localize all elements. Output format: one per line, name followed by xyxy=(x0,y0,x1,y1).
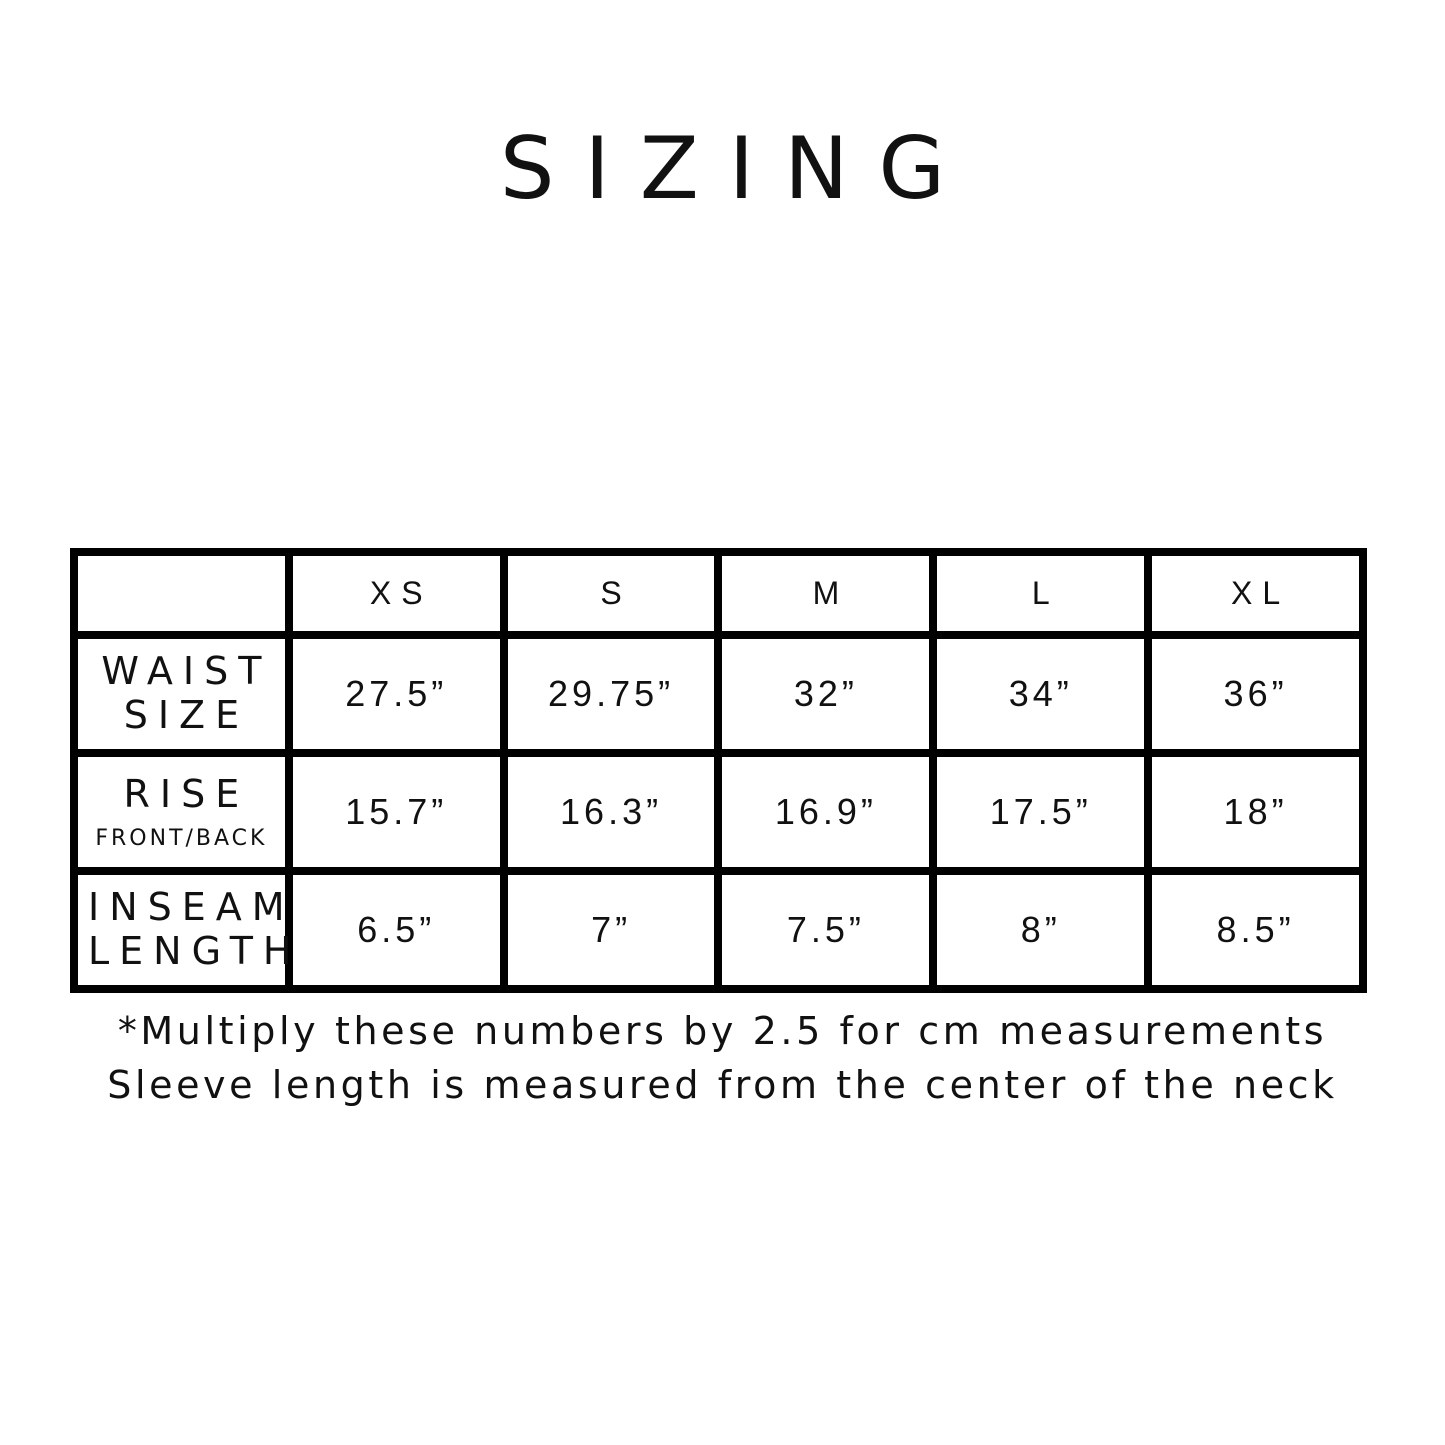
table-header-row xyxy=(74,552,1363,635)
table-cell: 18” xyxy=(1148,753,1363,871)
row-label-line: INSEAM xyxy=(88,885,295,930)
table-cell: 32” xyxy=(718,635,933,753)
column-header-l: L xyxy=(933,552,1148,635)
table-cell: 15.7” xyxy=(289,753,504,871)
table-row-rise xyxy=(74,753,1363,871)
table-cell: 7” xyxy=(504,871,719,989)
column-header-xl: XL xyxy=(1148,552,1363,635)
column-header-m: M xyxy=(718,552,933,635)
column-header-s: S xyxy=(504,552,719,635)
row-label-line: WAIST xyxy=(101,649,272,694)
table-cell: 29.75” xyxy=(504,635,719,753)
row-label-line: LENGTH xyxy=(88,929,302,973)
footnote-sleeve-length: Sleeve length is measured from the center of the neck xyxy=(107,1063,1338,1107)
table-cell: 36” xyxy=(1148,635,1363,753)
table-row-waist-size xyxy=(74,635,1363,753)
table-cell: 16.9” xyxy=(718,753,933,871)
table-corner-cell xyxy=(74,552,289,635)
column-header-xs: XS xyxy=(289,552,504,635)
table-row-inseam-length xyxy=(74,871,1363,989)
row-label-waist-size xyxy=(74,635,289,753)
table-cell: 27.5” xyxy=(289,635,504,753)
row-label-line: SIZE xyxy=(123,693,250,737)
table-cell: 34” xyxy=(933,635,1148,753)
footnotes xyxy=(0,1004,1445,1112)
page-title: SIZING xyxy=(499,118,976,219)
table-cell: 8.5” xyxy=(1148,871,1363,989)
sizing-table xyxy=(70,548,1367,993)
row-label-line: RISE xyxy=(123,771,250,816)
row-label-inseam-length xyxy=(74,871,302,989)
row-label-rise xyxy=(74,753,289,871)
table-cell: 8” xyxy=(933,871,1148,989)
row-sublabel: FRONT/BACK xyxy=(95,826,268,852)
table-cell: 16.3” xyxy=(504,753,719,871)
table-cell: 7.5” xyxy=(718,871,933,989)
table-cell: 17.5” xyxy=(933,753,1148,871)
table-cell: 6.5” xyxy=(289,871,504,989)
footnote-cm-conversion: *Multiply these numbers by 2.5 for cm measurements xyxy=(117,1009,1328,1053)
